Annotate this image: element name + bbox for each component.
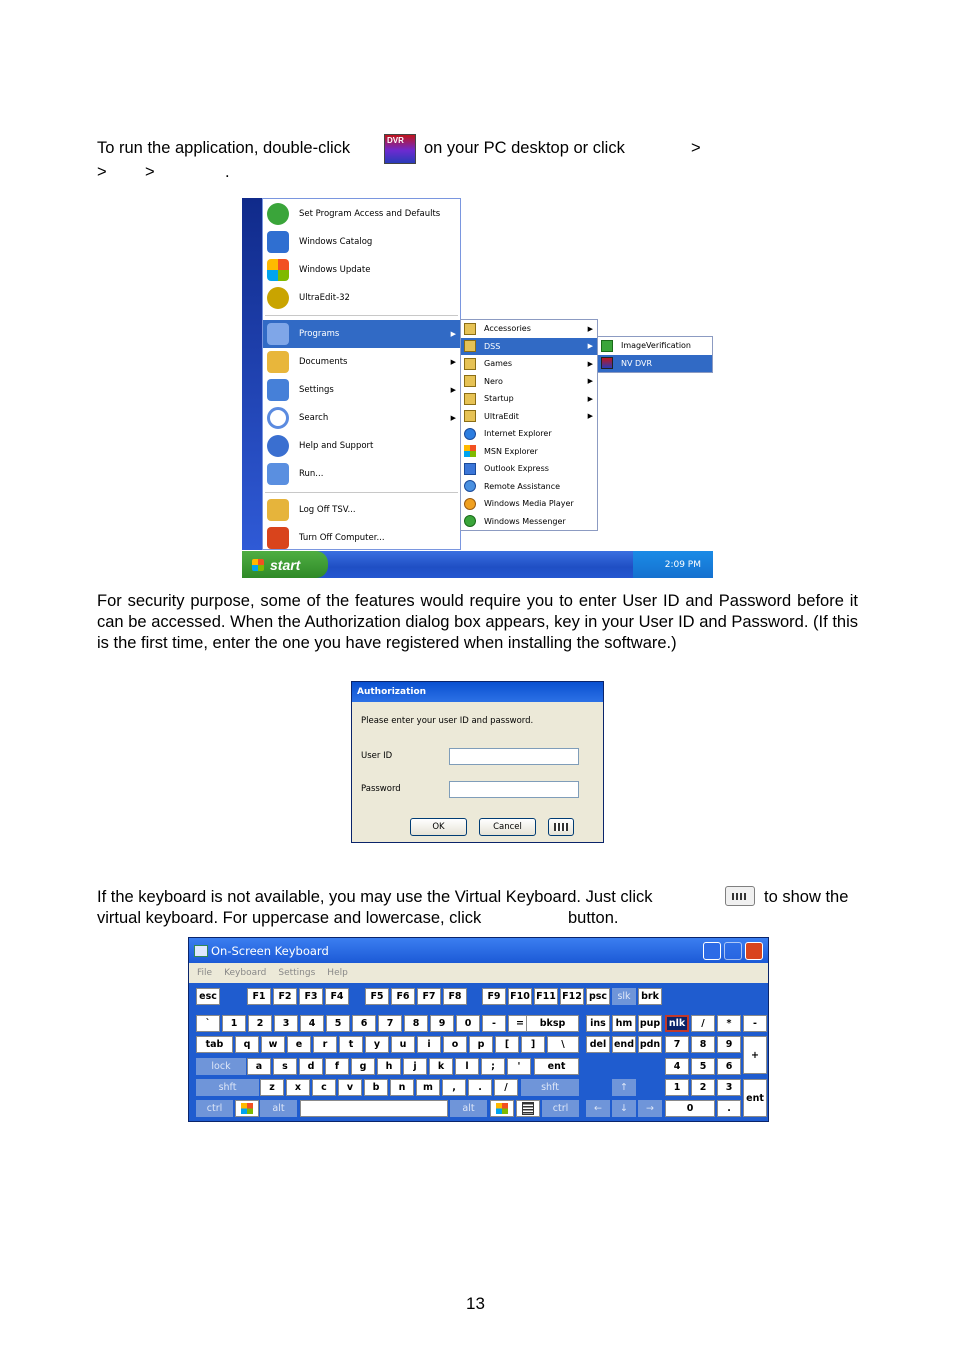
key-u45[interactable]: - [743, 1015, 767, 1032]
key-n[interactable]: n [390, 1079, 414, 1096]
key-u46[interactable]: . [717, 1100, 741, 1117]
key-k[interactable]: k [429, 1058, 453, 1075]
key-p[interactable]: p [469, 1036, 493, 1053]
key-F1[interactable]: F1 [247, 988, 271, 1005]
key-pdn[interactable]: pdn [638, 1036, 662, 1053]
programs-item-internet-explorer[interactable]: Internet Explorer [461, 425, 597, 443]
power-icon [267, 527, 289, 549]
programs-item-nero[interactable]: Nero ▶ [461, 373, 597, 391]
chevron-right-icon: ▶ [587, 324, 593, 333]
dss-submenu [597, 336, 713, 373]
start-menu-panel [262, 198, 461, 550]
folder-icon [464, 340, 476, 352]
key-7[interactable]: 7 [665, 1036, 689, 1053]
key-F4[interactable]: F4 [325, 988, 349, 1005]
close-button[interactable] [745, 942, 763, 960]
chevron-right-icon: ▶ [450, 415, 456, 422]
chevron-right-icon: ▶ [450, 331, 456, 338]
outlook-express-icon [464, 463, 476, 475]
key-0[interactable]: 0 [665, 1100, 715, 1117]
ok-button[interactable]: OK [410, 818, 467, 836]
ultraedit-icon [267, 287, 289, 309]
folder-icon [464, 375, 476, 387]
intro-end: . [225, 163, 230, 181]
key-F8[interactable]: F8 [443, 988, 467, 1005]
key-u46[interactable]: . [468, 1079, 492, 1096]
run-icon [267, 463, 289, 485]
key-6[interactable]: 6 [717, 1058, 741, 1075]
keyboard-text-1: If the keyboard is not available, you may use the Virtual Keyboard. Just click [97, 888, 653, 906]
key-bksp[interactable]: bksp [526, 1015, 579, 1032]
key-alt[interactable]: alt [260, 1100, 297, 1117]
key-del[interactable]: del [586, 1036, 610, 1053]
key-8[interactable]: 8 [404, 1015, 428, 1032]
menu-file[interactable]: File [197, 968, 213, 978]
key-8[interactable]: 8 [691, 1036, 715, 1053]
key-g[interactable]: g [351, 1058, 375, 1075]
key-u8595[interactable]: ↓ [612, 1100, 636, 1117]
key-end[interactable]: end [612, 1036, 636, 1053]
intro-text-1: To run the application, double-click [97, 139, 351, 157]
key-u91[interactable]: [ [495, 1036, 519, 1053]
key-u45[interactable]: - [482, 1015, 506, 1032]
keyboard-icon [725, 886, 755, 906]
menu-item-turn-off[interactable]: Turn Off Computer... [263, 524, 460, 552]
key-u[interactable]: u [391, 1036, 415, 1053]
programs-item-remote-assistance[interactable]: Remote Assistance [461, 478, 597, 496]
minimize-button[interactable] [703, 942, 721, 960]
key-d[interactable]: d [299, 1058, 323, 1075]
programs-item-startup[interactable]: Startup ▶ [461, 390, 597, 408]
key-u43[interactable]: + [743, 1036, 767, 1074]
key-psc[interactable]: psc [586, 988, 610, 1005]
key-9[interactable]: 9 [717, 1036, 741, 1053]
key-windows-right[interactable] [490, 1100, 514, 1117]
auth-title: Authorization [352, 682, 603, 702]
image-verification-icon [601, 340, 613, 352]
key-4[interactable]: 4 [300, 1015, 324, 1032]
auth-prompt: Please enter your user ID and password. [361, 716, 534, 726]
key-F7[interactable]: F7 [417, 988, 441, 1005]
password-label: Password [361, 784, 401, 794]
folder-icon [464, 410, 476, 422]
folder-icon [464, 323, 476, 335]
key-1[interactable]: 1 [222, 1015, 246, 1032]
menu-lines-icon [522, 1102, 534, 1115]
windows-flag-icon [241, 1103, 253, 1114]
windows-flag-icon [252, 559, 264, 571]
key-y[interactable]: y [365, 1036, 389, 1053]
key-u42[interactable]: * [717, 1015, 741, 1032]
key-3[interactable]: 3 [717, 1079, 741, 1096]
key-brk[interactable]: brk [638, 988, 662, 1005]
osk-title-bar: On-Screen Keyboard [189, 938, 768, 963]
intro-sep-1: > [691, 139, 701, 157]
authorization-dialog [351, 681, 604, 843]
intro-sep-3: > [145, 163, 155, 181]
key-u47[interactable]: / [691, 1015, 715, 1032]
key-F11[interactable]: F11 [534, 988, 558, 1005]
start-menu-side-bar: Windows XP Professional [242, 198, 262, 550]
internet-explorer-icon [464, 428, 476, 440]
keyboard-app-icon [194, 945, 208, 957]
intro-line-1 [97, 139, 350, 158]
cancel-button[interactable]: Cancel [479, 818, 536, 836]
tray-clock: 2:09 PM [664, 559, 701, 570]
password-input[interactable] [449, 781, 579, 798]
key-menu[interactable] [516, 1100, 540, 1117]
key-f[interactable]: f [325, 1058, 349, 1075]
key-shft[interactable]: shft [521, 1079, 579, 1096]
key-2[interactable]: 2 [691, 1079, 715, 1096]
key-u93[interactable]: ] [521, 1036, 545, 1053]
key-a[interactable]: a [247, 1058, 271, 1075]
key-u92[interactable]: \ [547, 1036, 579, 1053]
menu-separator [265, 315, 458, 316]
menu-item-programs[interactable]: Programs ▶ [263, 320, 460, 348]
user-id-input[interactable] [449, 748, 579, 765]
key-9[interactable]: 9 [430, 1015, 454, 1032]
security-paragraph: For security purpose, some of the features would require you to enter User ID and Password before it can be accessed. When the Authorization dialog box appears, key in your User ID and Password. (If this is the first time, enter the one you have registered when installing the software.) [97, 592, 858, 652]
system-tray [633, 551, 713, 578]
key-i[interactable]: i [417, 1036, 441, 1053]
key-F3[interactable]: F3 [299, 988, 323, 1005]
key-F6[interactable]: F6 [391, 988, 415, 1005]
menu-item-run[interactable]: Run... [263, 460, 460, 488]
key-F5[interactable]: F5 [365, 988, 389, 1005]
programs-item-msn-explorer[interactable]: MSN Explorer [461, 443, 597, 461]
key-w[interactable]: w [261, 1036, 285, 1053]
intro-sep-2: > [97, 163, 107, 181]
programs-item-games[interactable]: Games ▶ [461, 355, 597, 373]
menu-item-set-program-access[interactable]: Set Program Access and Defaults [263, 200, 460, 228]
key-pup[interactable]: pup [638, 1015, 662, 1032]
media-player-icon [464, 498, 476, 510]
key-ctrl[interactable]: ctrl [542, 1100, 579, 1117]
key-u8593[interactable]: ↑ [612, 1079, 636, 1096]
menu-item-log-off[interactable]: Log Off TSV... [263, 496, 460, 524]
user-id-label: User ID [361, 751, 393, 761]
start-button[interactable]: start [242, 551, 328, 578]
key-esc[interactable]: esc [196, 988, 220, 1005]
key-4[interactable]: 4 [665, 1058, 689, 1075]
programs-icon [267, 323, 289, 345]
documents-icon [267, 351, 289, 373]
settings-icon [267, 379, 289, 401]
intro-text-2: on your PC desktop or click [424, 139, 625, 157]
key-hm[interactable]: hm [612, 1015, 636, 1032]
key-x[interactable]: x [286, 1079, 310, 1096]
search-icon [267, 407, 289, 429]
set-program-access-icon [267, 203, 289, 225]
key-5[interactable]: 5 [326, 1015, 350, 1032]
key-o[interactable]: o [443, 1036, 467, 1053]
menu-settings[interactable]: Settings [278, 968, 316, 978]
key-6[interactable]: 6 [352, 1015, 376, 1032]
key-u59[interactable]: ; [481, 1058, 505, 1075]
menu-item-windows-update[interactable]: Windows Update [263, 256, 460, 284]
log-off-icon [267, 499, 289, 521]
taskbar [242, 551, 713, 578]
folder-icon [464, 393, 476, 405]
key-u61[interactable]: = [508, 1015, 532, 1032]
programs-item-windows-media-player[interactable]: Windows Media Player [461, 495, 597, 513]
key-e[interactable]: e [287, 1036, 311, 1053]
key-u44[interactable]: , [442, 1079, 466, 1096]
menu-item-documents[interactable]: Documents ▶ [263, 348, 460, 376]
osk-menu-bar [189, 963, 768, 983]
key-F12[interactable]: F12 [560, 988, 584, 1005]
on-screen-keyboard [188, 937, 769, 1122]
chevron-right-icon: ▶ [450, 359, 456, 366]
key-alt[interactable]: alt [450, 1100, 487, 1117]
programs-item-outlook-express[interactable]: Outlook Express [461, 460, 597, 478]
key-F10[interactable]: F10 [508, 988, 532, 1005]
key-ins[interactable]: ins [586, 1015, 610, 1032]
menu-item-windows-catalog[interactable]: Windows Catalog [263, 228, 460, 256]
key-q[interactable]: q [235, 1036, 259, 1053]
windows-catalog-icon [267, 231, 289, 253]
key-slk[interactable]: slk [612, 988, 636, 1005]
key-u47[interactable]: / [494, 1079, 518, 1096]
key-space[interactable] [300, 1100, 448, 1117]
key-0[interactable]: 0 [456, 1015, 480, 1032]
chevron-right-icon: ▶ [587, 377, 593, 386]
keyboard-text-4: button. [568, 909, 619, 927]
key-F9[interactable]: F9 [482, 988, 506, 1005]
chevron-right-icon: ▶ [587, 359, 593, 368]
remote-assistance-icon [464, 480, 476, 492]
programs-item-accessories[interactable]: Accessories ▶ [461, 320, 597, 338]
key-z[interactable]: z [260, 1079, 284, 1096]
menu-help[interactable]: Help [327, 968, 348, 978]
start-menu-screenshot [225, 198, 713, 578]
menu-separator [265, 492, 458, 493]
keyboard-text-3: virtual keyboard. For uppercase and lowercase, click [97, 909, 482, 927]
messenger-icon [464, 515, 476, 527]
key-h[interactable]: h [377, 1058, 401, 1075]
windows-flag-icon [496, 1103, 508, 1114]
menu-item-settings[interactable]: Settings ▶ [263, 376, 460, 404]
key-3[interactable]: 3 [274, 1015, 298, 1032]
key-ent[interactable]: ent [743, 1079, 767, 1117]
key-nlk[interactable]: nlk [665, 1015, 689, 1032]
chevron-right-icon: ▶ [587, 394, 593, 403]
msn-butterfly-icon [464, 445, 476, 457]
chevron-right-icon: ▶ [587, 412, 593, 421]
help-icon [267, 435, 289, 457]
key-7[interactable]: 7 [378, 1015, 402, 1032]
keyboard-text-2: to show the [764, 888, 849, 906]
dss-item-nv-dvr[interactable]: NV DVR [598, 355, 712, 373]
key-2[interactable]: 2 [248, 1015, 272, 1032]
key-5[interactable]: 5 [691, 1058, 715, 1075]
key-r[interactable]: r [313, 1036, 337, 1053]
key-u8592[interactable]: ← [586, 1100, 610, 1117]
menu-keyboard[interactable]: Keyboard [224, 968, 267, 978]
key-F2[interactable]: F2 [273, 988, 297, 1005]
key-l[interactable]: l [455, 1058, 479, 1075]
key-ctrl[interactable]: ctrl [196, 1100, 233, 1117]
windows-update-icon [267, 259, 289, 281]
virtual-keyboard-button[interactable] [548, 818, 574, 836]
chevron-right-icon: ▶ [587, 342, 593, 351]
key-shft[interactable]: shft [196, 1079, 259, 1096]
key-windows[interactable] [235, 1100, 259, 1117]
key-b[interactable]: b [364, 1079, 388, 1096]
programs-item-ultraedit[interactable]: UltraEdit ▶ [461, 408, 597, 426]
dss-item-image-verification[interactable]: ImageVerification [598, 337, 712, 355]
key-j[interactable]: j [403, 1058, 427, 1075]
keyboard-icon [554, 823, 568, 831]
key-t[interactable]: t [339, 1036, 363, 1053]
key-v[interactable]: v [338, 1079, 362, 1096]
key-u8594[interactable]: → [638, 1100, 662, 1117]
key-c[interactable]: c [312, 1079, 336, 1096]
key-lock[interactable]: lock [196, 1058, 246, 1075]
key-u39[interactable]: ' [507, 1058, 531, 1075]
key-tab[interactable]: tab [196, 1036, 233, 1053]
menu-item-help-and-support[interactable]: Help and Support [263, 432, 460, 460]
menu-item-search[interactable]: Search ▶ [263, 404, 460, 432]
key-ent[interactable]: ent [534, 1058, 579, 1075]
chevron-right-icon: ▶ [450, 387, 456, 394]
key-s[interactable]: s [273, 1058, 297, 1075]
programs-item-dss[interactable]: DSS ▶ [461, 338, 597, 356]
key-u96[interactable]: ` [196, 1015, 220, 1032]
menu-item-ultraedit[interactable]: UltraEdit-32 [263, 284, 460, 312]
key-m[interactable]: m [416, 1079, 440, 1096]
programs-submenu [460, 319, 598, 531]
dvr-desktop-icon: DVR [384, 134, 416, 164]
maximize-button[interactable] [724, 942, 742, 960]
folder-icon [464, 358, 476, 370]
dvr-icon [601, 357, 613, 369]
programs-item-windows-messenger[interactable]: Windows Messenger [461, 513, 597, 531]
key-1[interactable]: 1 [665, 1079, 689, 1096]
page-number: 13 [466, 1294, 485, 1313]
